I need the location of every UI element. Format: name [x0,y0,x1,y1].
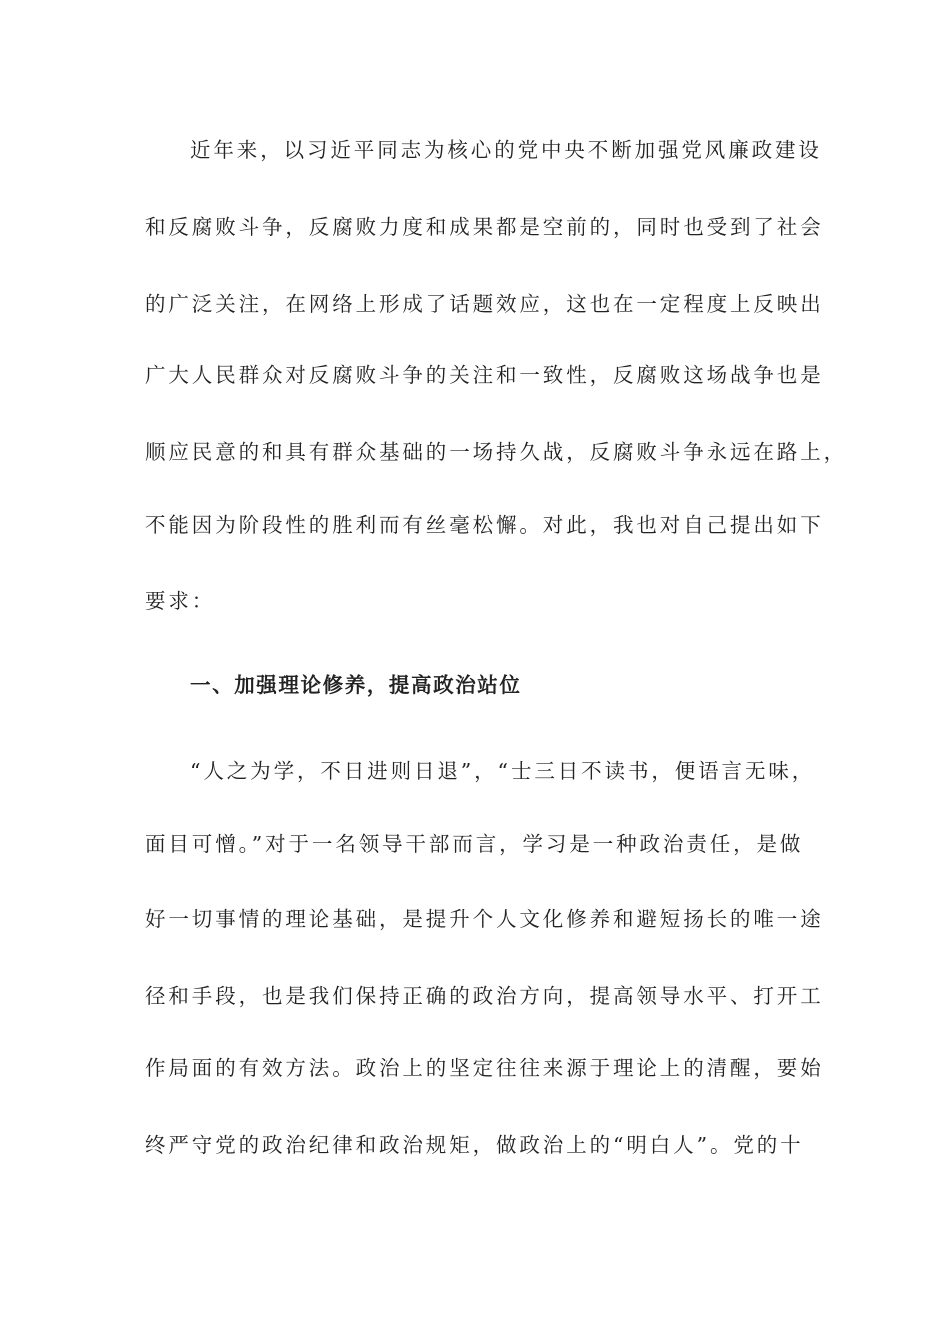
paragraph-1-line-7: 要求： [145,589,216,613]
paragraph-1-line-3: 的广泛关注，在网络上形成了话题效应，这也在一定程度上反映出 [145,292,824,316]
paragraph-1-line-1: 近年来，以习近平同志为核心的党中央不断加强党风廉政建设 [190,138,822,162]
paragraph-1-line-2: 和反腐败斗争，反腐败力度和成果都是空前的，同时也受到了社会 [145,215,824,239]
section-heading: 一、加强理论修养，提高政治站位 [190,673,522,697]
paragraph-2-line-3: 好一切事情的理论基础，是提升个人文化修养和避短扬长的唯一途 [145,907,824,931]
paragraph-1-line-6: 不能因为阶段性的胜利而有丝毫松懈。对此，我也对自己提出如下 [145,513,824,537]
paragraph-2-line-2: 面目可憎。”对于一名领导干部而言，学习是一种政治责任，是做 [145,832,804,856]
paragraph-1-line-5: 顺应民意的和具有群众基础的一场持久战，反腐败斗争永远在路上， [145,440,847,464]
paragraph-2-line-4: 径和手段，也是我们保持正确的政治方向，提高领导水平、打开工 [145,984,824,1008]
paragraph-2-line-1: “人之为学，不日进则日退”，“士三日不读书，便语言无味， [190,759,816,783]
paragraph-2-line-5: 作局面的有效方法。政治上的坚定往往来源于理论上的清醒，要始 [145,1056,824,1080]
paragraph-2-line-6: 终严守党的政治纪律和政治规矩，做政治上的“明白人”。党的十 [145,1133,804,1157]
paragraph-1-line-4: 广大人民群众对反腐败斗争的关注和一致性，反腐败这场战争也是 [145,363,824,387]
